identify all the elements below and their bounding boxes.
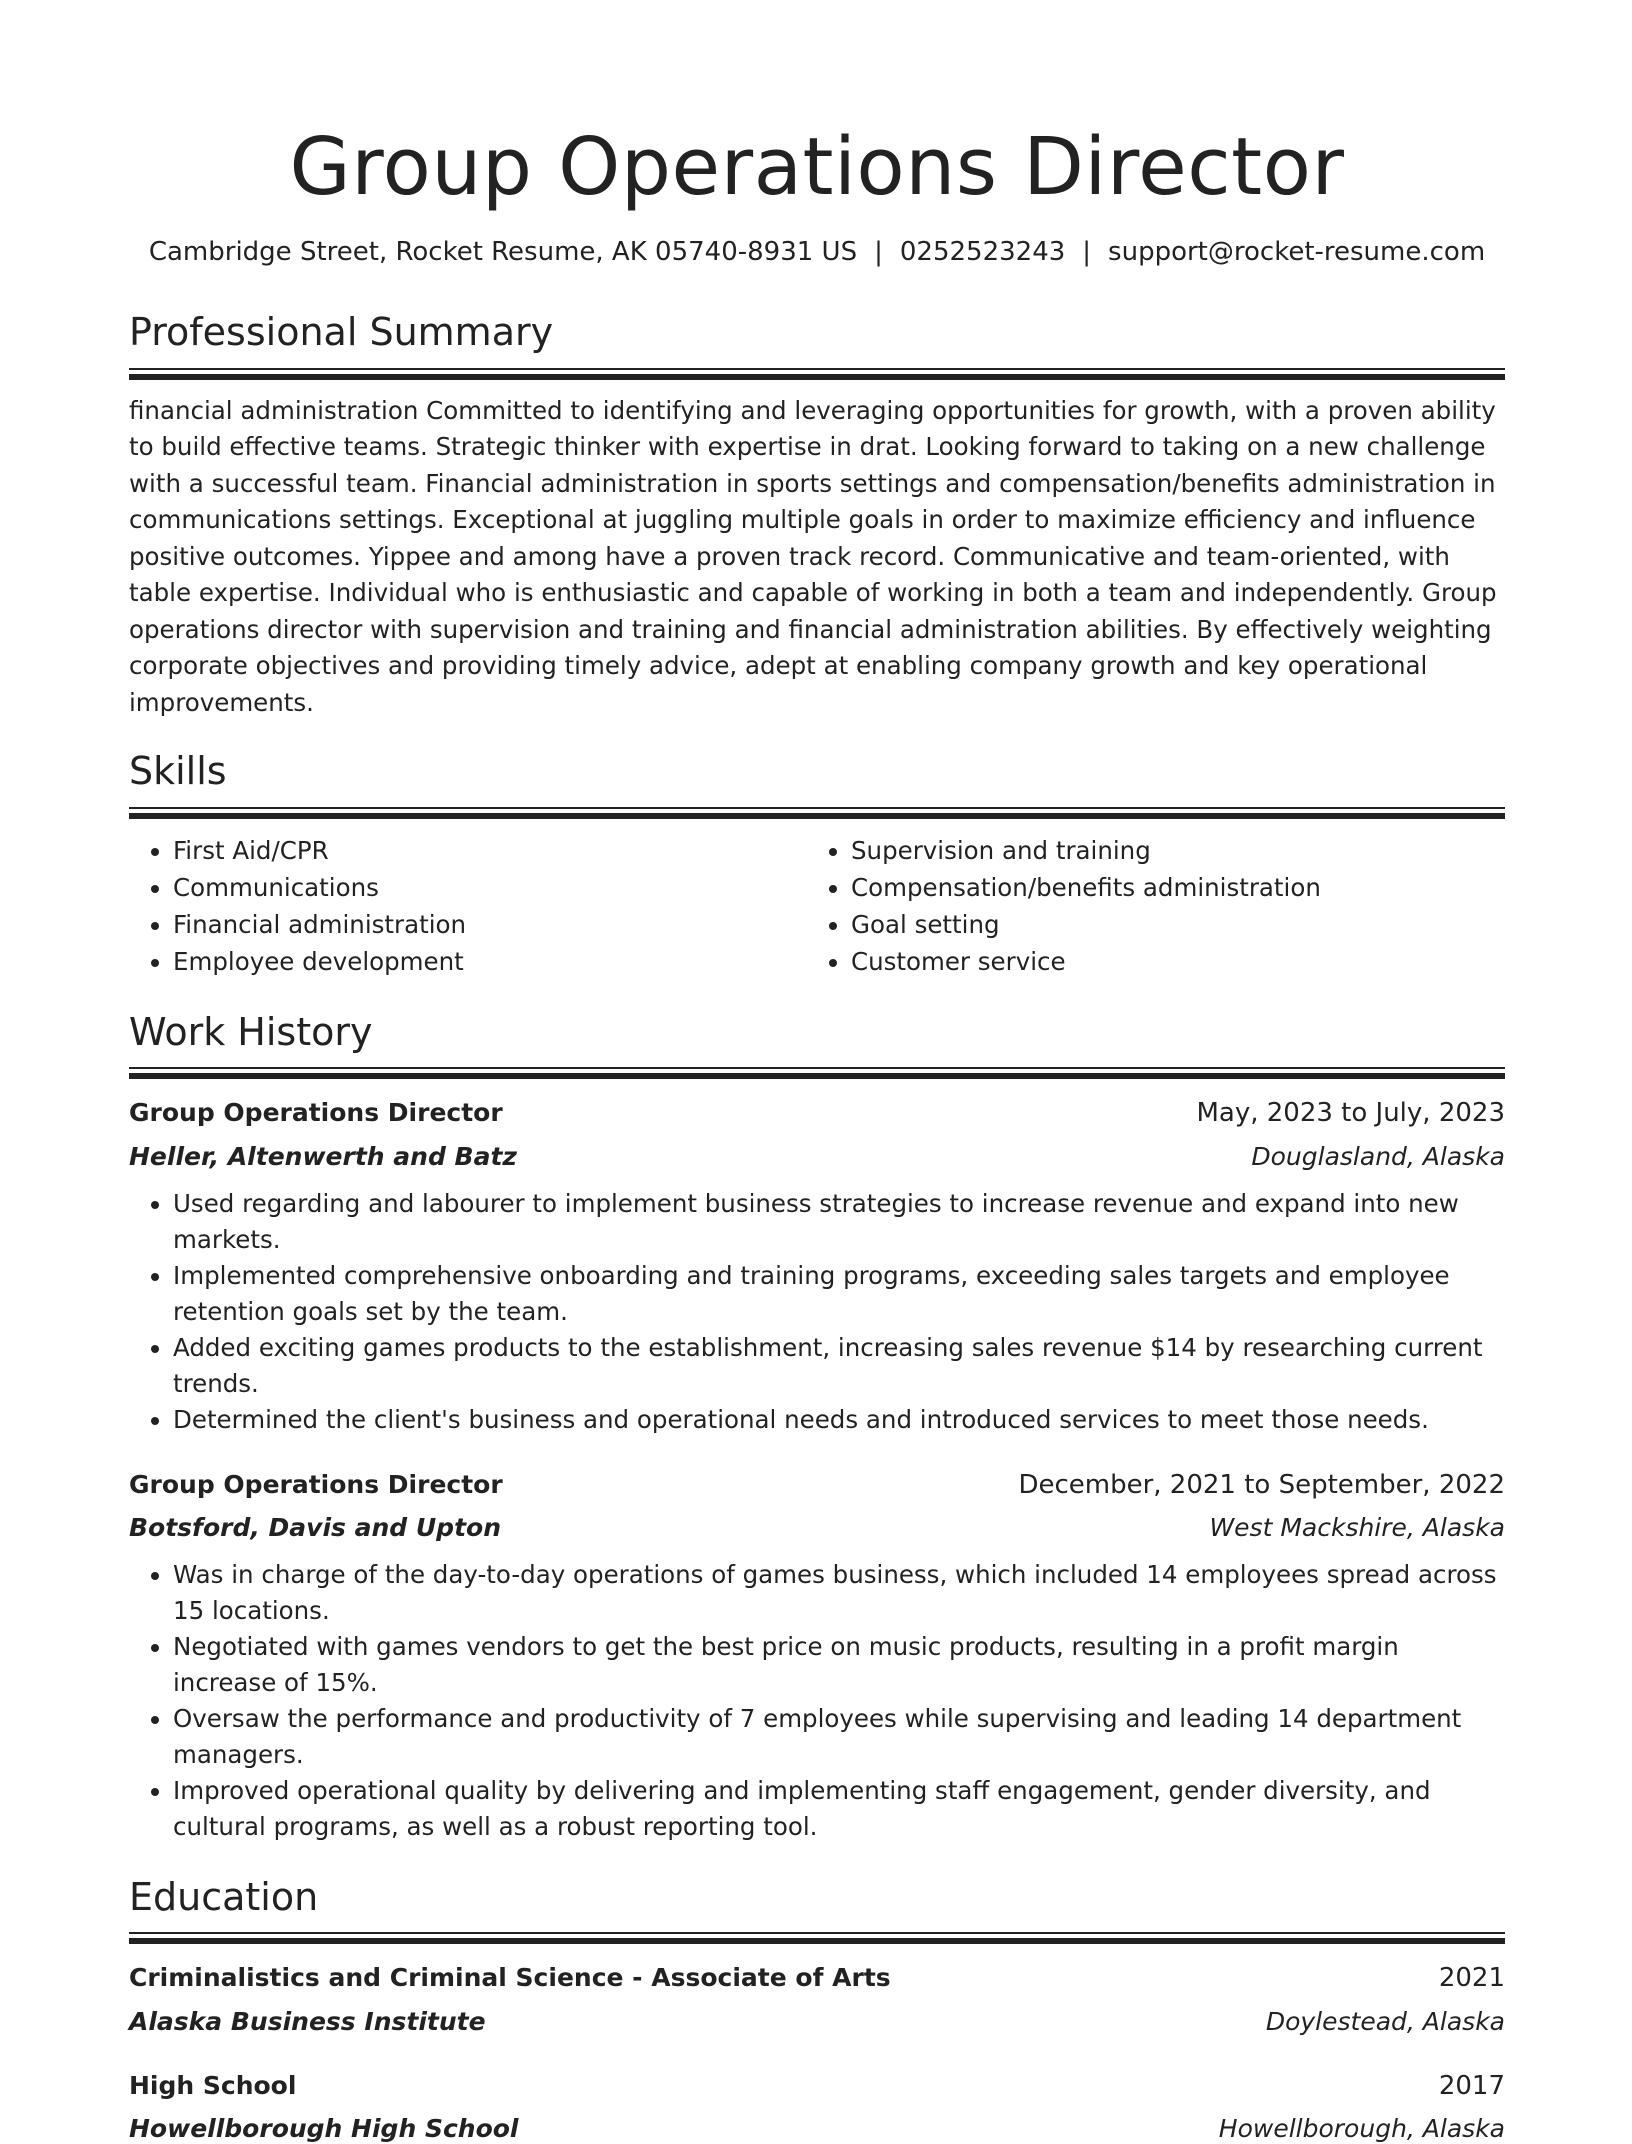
skill-item: • Communications <box>173 869 809 906</box>
job-subheader <box>129 1513 1505 1543</box>
contact-separator: | <box>874 237 883 267</box>
skills-column-2 <box>809 832 1489 980</box>
work-history-section <box>129 1010 1505 1845</box>
skill-item: • Customer service <box>851 943 1489 980</box>
education-subheader <box>129 2007 1505 2037</box>
contact-phone: 0252523243 <box>899 237 1066 267</box>
job-subheader <box>129 1142 1505 1172</box>
section-divider <box>129 1932 1505 1943</box>
skills-section <box>129 749 1505 980</box>
job-entry <box>129 1470 1505 1845</box>
education-school: Alaska Business Institute <box>129 2006 486 2036</box>
contact-email: support@rocket-resume.com <box>1108 237 1486 267</box>
section-title-summary: Professional Summary <box>129 310 554 355</box>
summary-section <box>129 310 1505 721</box>
job-dates: May, 2023 to July, 2023 <box>1196 1098 1505 1129</box>
job-bullet: • Determined the client's business and operational needs and introduced services to meet those needs. <box>173 1402 1505 1438</box>
job-header <box>129 1098 1505 1129</box>
job-bullet: • Used regarding and labourer to implement business strategies to increase revenue and expand into new markets. <box>173 1186 1505 1258</box>
section-divider <box>129 807 1505 818</box>
skill-item: • Financial administration <box>173 906 809 943</box>
section-divider <box>129 368 1505 379</box>
education-entry <box>129 1963 1505 2036</box>
contact-separator: | <box>1082 237 1092 267</box>
education-header <box>129 2071 1505 2102</box>
education-year: 2017 <box>1438 2070 1505 2101</box>
skills-column-1 <box>129 832 809 980</box>
skills-list <box>129 832 1505 980</box>
education-location: Doylestead, Alaska <box>1265 2006 1505 2036</box>
job-company: Heller, Altenwerth and Batz <box>129 1141 517 1171</box>
education-degree: High School <box>129 2070 297 2100</box>
contact-address: Cambridge Street, Rocket Resume, AK 05740-8931 US <box>148 237 858 267</box>
education-location: Howellborough, Alaska <box>1218 2113 1505 2143</box>
skill-item: • First Aid/CPR <box>173 832 809 869</box>
job-bullet: • Added exciting games products to the establishment, increasing sales revenue $14 by researching current trends. <box>173 1330 1505 1402</box>
job-location: Douglasland, Alaska <box>1251 1141 1505 1171</box>
skill-item: • Goal setting <box>851 906 1489 943</box>
education-entry <box>129 2071 1505 2144</box>
skill-item: • Employee development <box>173 943 809 980</box>
education-year: 2021 <box>1438 1963 1505 1994</box>
job-bullet: • Negotiated with games vendors to get the best price on music products, resulting in a profit margin increase of 15%. <box>173 1629 1505 1701</box>
skill-item: • Compensation/benefits administration <box>851 869 1489 906</box>
section-title-skills: Skills <box>129 749 227 794</box>
section-divider <box>129 1067 1505 1078</box>
job-company: Botsford, Davis and Upton <box>129 1512 501 1542</box>
job-bullet: • Implemented comprehensive onboarding and training programs, exceeding sales targets and employee retention goals set by the team. <box>173 1258 1505 1330</box>
job-bullets <box>129 1557 1505 1845</box>
education-subheader <box>129 2114 1505 2144</box>
skill-item: • Supervision and training <box>851 832 1489 869</box>
job-title: Group Operations Director <box>129 1469 503 1499</box>
education-section <box>129 1875 1505 2144</box>
job-bullets <box>129 1186 1505 1438</box>
job-entry <box>129 1098 1505 1437</box>
job-bullet: • Improved operational quality by delivering and implementing staff engagement, gender diversity, and cultural programs, as well as a robust reporting tool. <box>173 1773 1505 1845</box>
summary-text: financial administration Committed to identifying and leveraging opportunities for growth, with a proven ability to build effective teams. Strategic thinker with expertise in drat. Looking forward to taking on a new challenge with a successful team. Financial administration in sports settings and compensation/benefits administration in communications settings. Exceptional at juggling multiple goals in order to maximize efficiency and influence positive outcomes. Yippee and among have a proven track record. Communicative and team-oriented, with table expertise. Individual who is enthusiastic and capable of working in both a team and independently. Group operations director with supervision and training and financial administration abilities. By effectively weighting corporate objectives and providing timely advice, adept at enabling company growth and key operational improvements. <box>129 395 1497 717</box>
resume-page <box>129 0 1505 2144</box>
job-location: West Mackshire, Alaska <box>1209 1512 1505 1542</box>
job-bullet: • Oversaw the performance and productivity of 7 employees while supervising and leading 14 department managers. <box>173 1701 1505 1773</box>
contact-line <box>129 237 1505 268</box>
section-title-work-history: Work History <box>129 1009 373 1054</box>
job-bullet: • Was in charge of the day-to-day operations of games business, which included 14 employees spread across 15 locations. <box>173 1557 1505 1629</box>
job-dates: December, 2021 to September, 2022 <box>1018 1469 1505 1500</box>
section-title-education: Education <box>129 1874 319 1919</box>
education-header <box>129 1963 1505 1994</box>
job-title: Group Operations Director <box>129 1098 503 1128</box>
resume-name-heading: Group Operations Director <box>289 121 1345 213</box>
education-school: Howellborough High School <box>129 2113 519 2143</box>
job-header <box>129 1470 1505 1501</box>
education-degree: Criminalistics and Criminal Science - Associate of Arts <box>129 1963 891 1993</box>
